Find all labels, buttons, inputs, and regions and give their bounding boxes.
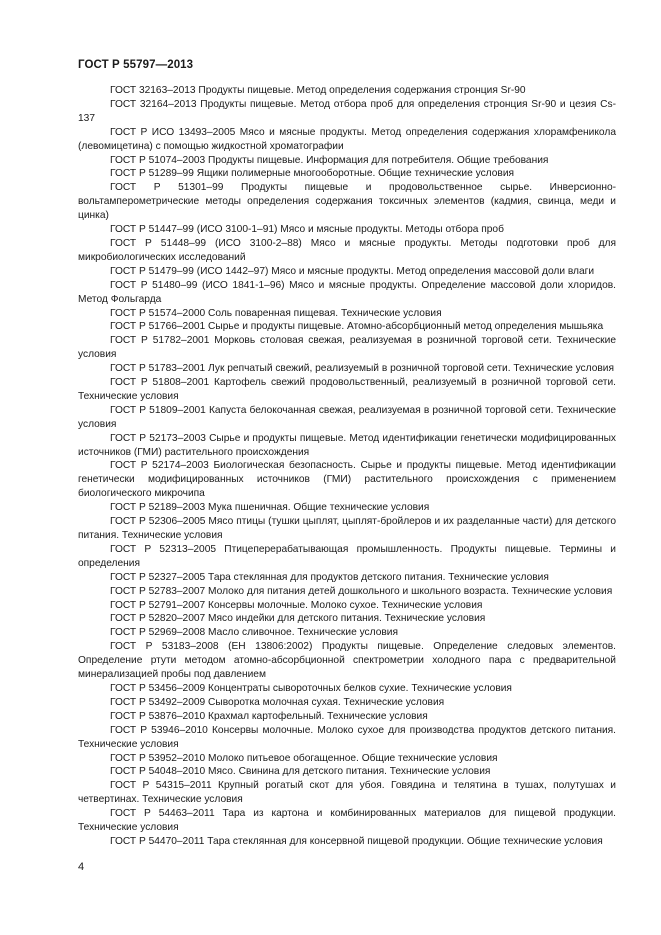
reference-item: ГОСТ Р 52306–2005 Мясо птицы (тушки цыплят, цыплят-бройлеров и их разделанные части) для детского питания. Технические условия: [78, 516, 616, 541]
reference-item: ГОСТ Р 53183–2008 (ЕН 13806:2002) Продукты пищевые. Определение следовых элементов. Определение ртути методом атомно-абсорбционной спектрометрии холодного пара с предварительной минерализацией пробы под давлением: [78, 641, 616, 681]
reference-item: ГОСТ Р 53456–2009 Концентраты сывороточных белков сухие. Технические условия: [110, 682, 512, 694]
reference-item: ГОСТ Р 51301–99 Продукты пищевые и продовольственное сырье. Инверсионно-вольтамперометрические методы определения содержания токсичных элементов (кадмия, свинца, меди и цинка): [78, 182, 616, 222]
reference-item: ГОСТ Р 51289–99 Ящики полимерные многооборотные. Общие технические условия: [110, 168, 515, 180]
reference-item: ГОСТ Р 51448–99 (ИСО 3100-2–88) Мясо и мясные продукты. Методы подготовки проб для микробиологических исследований: [78, 237, 616, 263]
document-code-header: ГОСТ Р 55797—2013: [78, 59, 194, 71]
reference-item: ГОСТ Р 52820–2007 Мясо индейки для детского питания. Технические условия: [110, 613, 486, 625]
reference-item: ГОСТ Р ИСО 13493–2005 Мясо и мясные продукты. Метод определения содержания хлорамфеникола (левомицетина) с помощью жидкостной хроматографии: [78, 126, 616, 152]
reference-item: ГОСТ Р 52313–2005 Птицеперерабатывающая промышленность. Продукты пищевые. Термины и определения: [78, 543, 616, 569]
reference-item: ГОСТ Р 52174–2003 Биологическая безопасность. Сырье и продукты пищевые. Метод идентификации генетически модифицированных источников (ГМИ) растительного происхождения с применением биологического микрочипа: [78, 460, 616, 500]
reference-item: ГОСТ Р 51809–2001 Капуста белокочанная свежая, реализуемая в розничной торговой сети. Технические условия: [78, 404, 616, 430]
reference-item: ГОСТ Р 51074–2003 Продукты пищевые. Информация для потребителя. Общие требования: [110, 154, 549, 166]
reference-item: ГОСТ Р 51480–99 (ИСО 1841-1–96) Мясо и мясные продукты. Определение массовой доли хлоридов. Метод Фольгарда: [78, 279, 616, 305]
reference-item: ГОСТ Р 52783–2007 Молоко для питания детей дошкольного и школьного возраста. Технические условия: [110, 585, 613, 597]
normative-references-list: [78, 84, 616, 849]
reference-item: ГОСТ Р 52173–2003 Сырье и продукты пищевые. Метод идентификации генетически модифицированных источников (ГМИ) растительного происхождения: [78, 432, 616, 458]
reference-item: ГОСТ Р 51782–2001 Морковь столовая свежая, реализуемая в розничной торговой сети. Технические условия: [78, 335, 616, 361]
reference-item: ГОСТ Р 53952–2010 Молоко питьевое обогащенное. Общие технические условия: [110, 752, 498, 764]
reference-item: ГОСТ Р 53492–2009 Сыворотка молочная сухая. Технические условия: [110, 696, 445, 708]
reference-item: ГОСТ Р 54463–2011 Тара из картона и комбинированных материалов для пищевой продукции. Технические условия: [78, 808, 616, 834]
reference-item: ГОСТ Р 54470–2011 Тара стеклянная для консервной пищевой продукции. Общие технические условия: [110, 835, 603, 847]
reference-item: ГОСТ 32163–2013 Продукты пищевые. Метод определения содержания стронция Sr-90: [110, 85, 526, 96]
reference-item: ГОСТ Р 52969–2008 Масло сливочное. Технические условия: [110, 627, 398, 639]
reference-item: ГОСТ Р 54048–2010 Мясо. Свинина для детского питания. Технические условия: [110, 766, 491, 778]
reference-item: ГОСТ Р 51808–2001 Картофель свежий продовольственный, реализуемый в розничной торговой сети. Технические условия: [78, 377, 616, 402]
reference-item: ГОСТ Р 51783–2001 Лук репчатый свежий, реализуемый в розничной торговой сети. Технические условия: [110, 363, 614, 375]
reference-item: ГОСТ Р 51766–2001 Сырье и продукты пищевые. Атомно-абсорбционный метод определения мышьяка: [110, 321, 604, 333]
reference-item: ГОСТ Р 51447–99 (ИСО 3100-1–91) Мясо и мясные продукты. Методы отбора проб: [110, 224, 504, 236]
reference-item: ГОСТ Р 53876–2010 Крахмал картофельный. Технические условия: [110, 710, 428, 722]
page-number: 4: [78, 861, 85, 873]
reference-item: ГОСТ 32164–2013 Продукты пищевые. Метод отбора проб для определения стронция Sr-90 и цезия Cs-137: [78, 98, 616, 124]
reference-item: ГОСТ Р 51479–99 (ИСО 1442–97) Мясо и мясные продукты. Метод определения массовой доли влаги: [110, 265, 595, 277]
reference-item: ГОСТ Р 54315–2011 Крупный рогатый скот для убоя. Говядина и телятина в тушах, полутушах и четвертинах. Технические условия: [78, 780, 616, 806]
reference-item: ГОСТ Р 51574–2000 Соль поваренная пищевая. Технические условия: [110, 307, 442, 319]
reference-item: ГОСТ Р 52189–2003 Мука пшеничная. Общие технические условия: [110, 502, 430, 514]
reference-item: ГОСТ Р 53946–2010 Консервы молочные. Молоко сухое для производства продуктов детского питания. Технические условия: [78, 724, 616, 750]
reference-item: ГОСТ Р 52327–2005 Тара стеклянная для продуктов детского питания. Технические условия: [110, 571, 549, 583]
reference-item: ГОСТ Р 52791–2007 Консервы молочные. Молоко сухое. Технические условия: [110, 599, 483, 611]
